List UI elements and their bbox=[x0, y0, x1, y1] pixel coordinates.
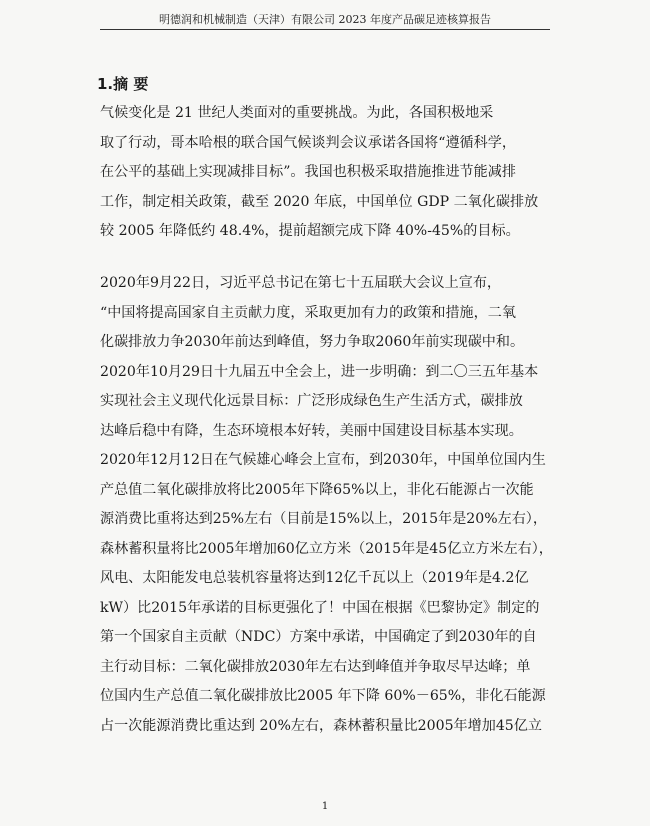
paragraph-line: 2020年12月12日在气候雄心峰会上宣布，到2030年，中国单位国内生 bbox=[100, 452, 546, 468]
paragraph-line: 工作，制定相关政策，截至 2020 年底，中国单位 GDP 二氧化碳排放 bbox=[100, 193, 539, 210]
paragraph-line: 化碳排放力争2030年前达到峰值，努力争取2060年前实现碳中和。 bbox=[100, 334, 525, 350]
paragraph-line: 较 2005 年降低约 48.4%，提前超额完成下降 40%-45%的目标。 bbox=[100, 223, 520, 239]
page-number: 1 bbox=[321, 801, 329, 812]
paragraph-line: 取了行动，哥本哈根的联合国气候谈判会议承诺各国将“遵循科学， bbox=[100, 134, 516, 151]
paragraph-line: 2020年9月22日，习近平总书记在第七十五届联大会议上宣布， bbox=[100, 275, 502, 291]
paragraph-line: 森林蓄积量将比2005年增加60亿立方米（2015年是45亿立方米左右）， bbox=[100, 540, 553, 557]
paragraph-line: kW）比2015年承诺的目标更强化了！中国在根据《巴黎协定》制定的 bbox=[100, 599, 540, 616]
page-header: 明德润和机械制造（天津）有限公司 2023 年度产品碳足迹核算报告 bbox=[159, 13, 491, 26]
paragraph-line: 2020年10月29日十九届五中全会上，进一步明确：到二〇三五年基本 bbox=[100, 363, 539, 380]
paragraph-line: 源消费比重将达到25%左右（目前是15%以上，2015年是20%左右）， bbox=[100, 511, 547, 527]
header-divider bbox=[100, 29, 550, 30]
paragraph-line: 实现社会主义现代化远景目标：广泛形成绿色生产生活方式，碳排放 bbox=[100, 393, 523, 409]
paragraph-line: “中国将提高国家自主贡献力度，采取更加有力的政策和措施，二氧 bbox=[100, 304, 516, 321]
paragraph-line: 主行动目标：二氧化碳排放2030年左右达到峰值并争取尽早达峰；单 bbox=[100, 658, 531, 675]
paragraph-line: 在公平的基础上实现减排目标”。我国也积极采取措施推进节能减排 bbox=[100, 164, 516, 180]
paragraph-2 bbox=[100, 269, 558, 741]
paragraph-line: 第一个国家自主贡献（NDC）方案中承诺，中国确定了到2030年的自 bbox=[100, 629, 537, 645]
paragraph-line: 风电、太阳能发电总装机容量将达到12亿千瓦以上（2019年是4.2亿 bbox=[100, 570, 529, 586]
paragraph-line: 达峰后稳中有降，生态环境根本好转，美丽中国建设目标基本实现。 bbox=[100, 422, 523, 439]
paragraph-line: 占一次能源消费比重达到 20%左右，森林蓄积量比2005年增加45亿立 bbox=[100, 717, 542, 734]
paragraph-1 bbox=[100, 99, 558, 247]
paragraph-line: 位国内生产总值二氧化碳排放比2005 年下降 60%－65%，非化石能源 bbox=[100, 688, 546, 704]
paragraph-line: 产总值二氧化碳排放将比2005年下降65%以上，非化石能源占一次能 bbox=[100, 481, 534, 498]
section-heading: 1.摘 要 bbox=[97, 75, 149, 93]
paragraph-line: 气候变化是 21 世纪人类面对的重要挑战。为此，各国积极地采 bbox=[100, 105, 494, 121]
